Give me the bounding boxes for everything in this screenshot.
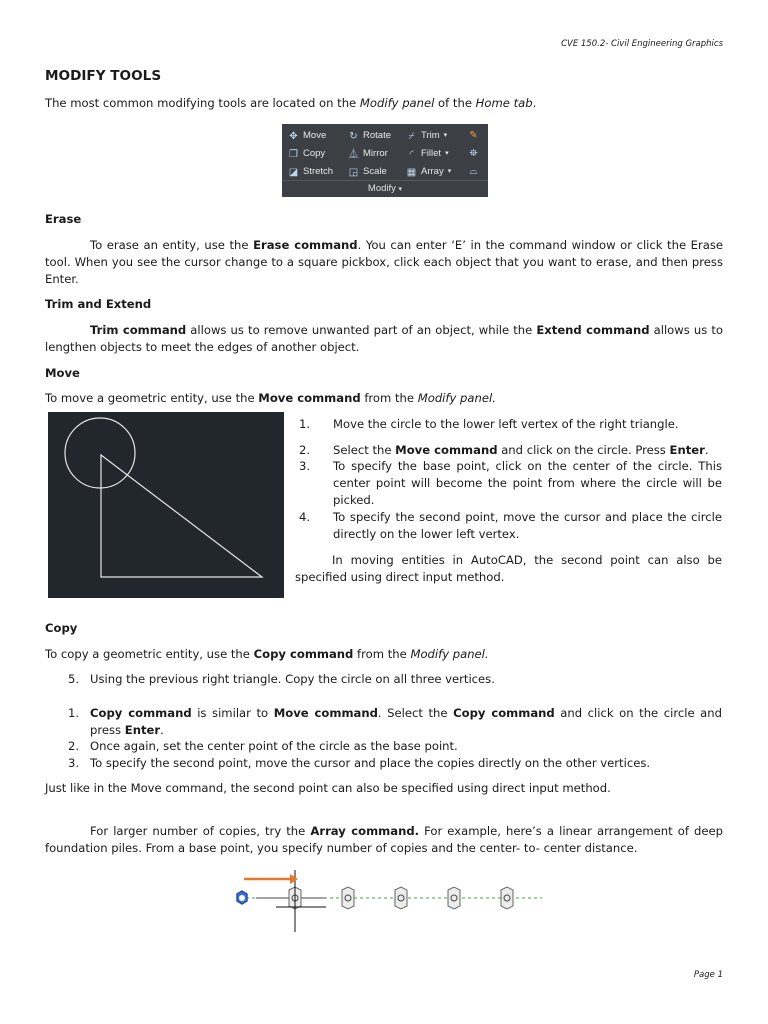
ribbon-scale: ◲ Scale [348, 166, 387, 178]
mirror-icon: ⏅ [348, 148, 359, 160]
course-header: CVE 150.2- Civil Engineering Graphics [561, 39, 723, 49]
drawing-svg [48, 412, 284, 598]
pile-copy-2 [342, 887, 354, 909]
pile-array-svg [226, 866, 546, 934]
scale-icon: ◲ [348, 166, 359, 178]
copy-intro: To copy a geometric entity, use the Copy command from the Modify panel. [45, 647, 489, 661]
ribbon-copy: ❐ Copy [289, 148, 326, 160]
page-title: MODIFY TOOLS [45, 68, 162, 84]
trim-heading: Trim and Extend [45, 297, 152, 311]
ribbon-fillet: ◜ Fillet ▾ [406, 148, 449, 160]
ribbon-mirror: ⏅ Mirror [348, 148, 388, 160]
move-note: In moving entities in AutoCAD, the second point can also be specified using direct input method. [295, 553, 722, 584]
erase-paragraph: To erase an entity, use the Erase command. You can enter ‘E’ in the command window or click the Erase tool. When you see the cursor change to a square pickbox, click each object that you want to erase, and then press Enter. [45, 238, 724, 286]
circle-entity [65, 418, 135, 488]
explode-icon: ⛯ [469, 148, 478, 159]
pile-copy-5 [501, 887, 513, 909]
erase-heading: Erase [45, 212, 82, 226]
move-icon: ✥ [289, 130, 298, 142]
ribbon-erase-tool [468, 130, 479, 141]
pile-array-diagram [226, 866, 546, 934]
erase-icon: ✎ [469, 130, 478, 141]
ribbon-footer: Modify ▾ [282, 180, 488, 197]
triangle-circle-drawing [48, 412, 284, 598]
copy-note: Just like in the Move command, the second point can also be specified using direct input method. [45, 781, 611, 795]
array-icon: ▦ [406, 166, 417, 178]
copy-icon: ❐ [289, 148, 298, 160]
move-intro: To move a geometric entity, use the Move command from the Modify panel. [45, 391, 496, 405]
pile-copy-4 [448, 887, 460, 909]
ribbon-trim: ⌿ Trim ▾ [406, 130, 447, 142]
move-heading: Move [45, 366, 80, 380]
ribbon-array: ▦ Array ▾ [406, 166, 452, 178]
page-number: Page 1 [693, 970, 723, 980]
intro-paragraph: The most common modifying tools are located on the Modify panel of the Home tab. [45, 96, 537, 110]
stretch-icon: ◪ [288, 166, 299, 178]
ribbon-rotate: ↻ Rotate [349, 130, 391, 142]
offset-icon: ⌓ [469, 166, 478, 177]
modify-panel-image [282, 124, 488, 197]
arrow-head [290, 874, 298, 884]
ribbon-explode-tool [468, 148, 479, 159]
rotate-icon: ↻ [349, 130, 358, 142]
pile-base [237, 891, 247, 904]
right-triangle-entity [101, 455, 262, 577]
trim-paragraph: Trim command allows us to remove unwanted part of an object, while the Extend command allows us to lengthen objects to meet the edges of another object. [45, 323, 723, 354]
trim-icon: ⌿ [408, 130, 415, 142]
fillet-icon: ◜ [409, 148, 414, 160]
ribbon-move: ✥ Move [289, 130, 327, 142]
array-paragraph: For larger number of copies, try the Array command. For example, here’s a linear arrangement of deep foundation piles. From a base point, you specify number of copies and the center- to- center distance. [45, 824, 724, 855]
ribbon-offset-tool [468, 166, 479, 177]
pile-copy-3 [395, 887, 407, 909]
ribbon-stretch: ◪ Stretch [288, 166, 334, 178]
copy-heading: Copy [45, 621, 78, 635]
